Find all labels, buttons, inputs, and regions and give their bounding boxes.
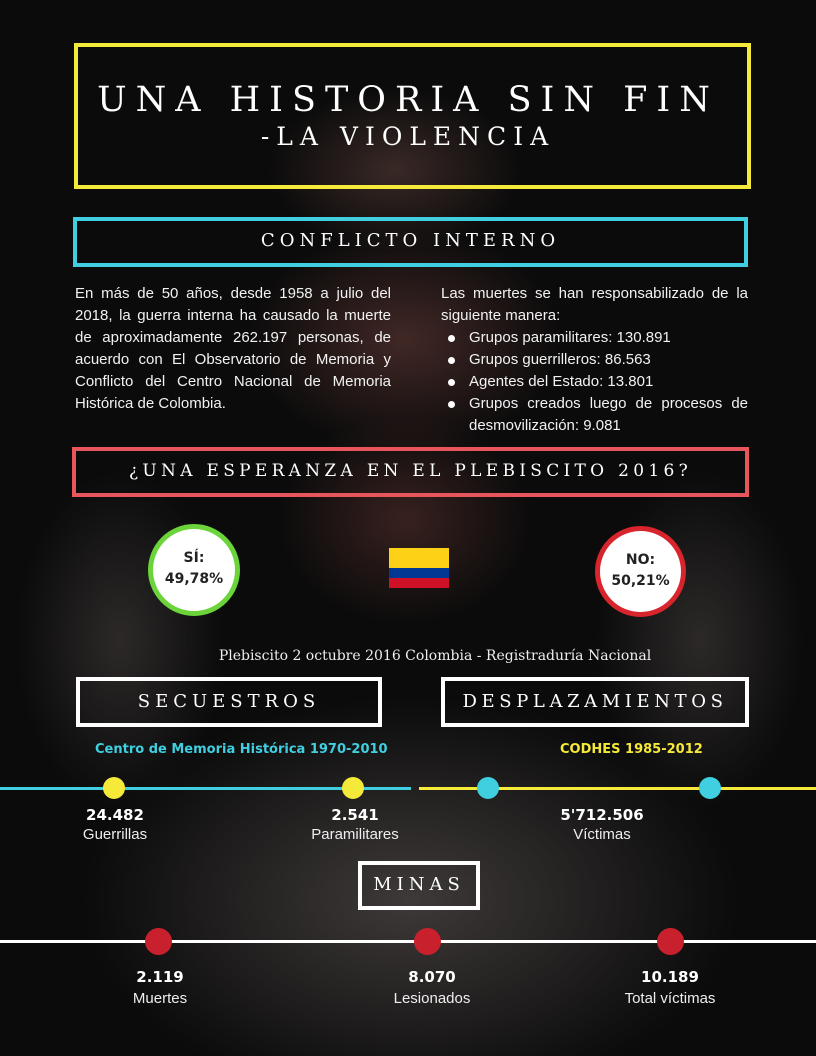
timeline-dot bbox=[342, 777, 364, 799]
list-item: Grupos paramilitares: 130.891 bbox=[469, 327, 748, 349]
conflicto-left-text: En más de 50 años, desde 1958 a julio del 2018, la guerra interna ha causado la muerte de aproximadamente 262.197 personas, de acuerdo con El Observatorio de Memoria y Conflicto del Centro Nacional de Memoria Histórica de Colombia. bbox=[75, 285, 391, 412]
minas-timeline bbox=[0, 940, 816, 943]
timeline-dot bbox=[699, 777, 721, 799]
no-value: 50,21% bbox=[611, 573, 670, 589]
conflicto-right-block bbox=[441, 283, 748, 437]
stat-value: 10.189 bbox=[641, 968, 699, 986]
si-circle bbox=[148, 524, 240, 616]
page-subtitle: -LA VIOLENCIA bbox=[260, 122, 556, 151]
stat-label: Guerrillas bbox=[82, 826, 148, 843]
si-value: 49,78% bbox=[164, 571, 224, 587]
timeline-dot bbox=[477, 777, 499, 799]
stat-label: Muertes bbox=[132, 990, 188, 1007]
plebiscito-heading: ¿UNA ESPERANZA EN EL PLEBISCITO 2016? bbox=[128, 461, 692, 481]
list-item: Grupos creados luego de procesos de desmovilización: 9.081 bbox=[469, 393, 748, 437]
stat-value: 2.119 bbox=[136, 968, 184, 986]
si-label: SÍ: bbox=[183, 550, 205, 566]
conflicto-right-intro: Las muertes se han responsabilizado de la siguiente manera: bbox=[441, 285, 748, 324]
list-item: Grupos guerrilleros: 86.563 bbox=[469, 349, 748, 371]
desplazamientos-heading: DESPLAZAMIENTOS bbox=[462, 691, 728, 712]
no-label: NO: bbox=[625, 552, 656, 568]
stat-label: Total víctimas bbox=[624, 990, 716, 1007]
timeline-dot bbox=[103, 777, 125, 799]
desplazamientos-source: CODHES 1985-2012 bbox=[560, 742, 703, 757]
conflicto-heading: CONFLICTO INTERNO bbox=[260, 230, 561, 251]
timeline-dot bbox=[414, 928, 441, 955]
stat-label: Lesionados bbox=[393, 990, 471, 1007]
list-item: Agentes del Estado: 13.801 bbox=[469, 371, 748, 393]
secuestros-heading: SECUESTROS bbox=[137, 691, 321, 712]
stat-value: 8.070 bbox=[408, 968, 456, 986]
stat-label: Paramilitares bbox=[311, 826, 399, 843]
stat-label: Víctimas bbox=[573, 826, 631, 843]
colombia-flag-icon bbox=[389, 548, 449, 588]
timeline-dot bbox=[145, 928, 172, 955]
page-title: UNA HISTORIA SIN FIN bbox=[97, 80, 719, 120]
stat-value: 5'712.506 bbox=[560, 806, 644, 824]
conflicto-list bbox=[441, 327, 748, 437]
timeline-dot bbox=[657, 928, 684, 955]
stat-value: 24.482 bbox=[86, 806, 144, 824]
stat-value: 2.541 bbox=[331, 806, 379, 824]
plebiscito-source: Plebiscito 2 octubre 2016 Colombia - Registraduría Nacional bbox=[218, 648, 652, 664]
secuestros-source: Centro de Memoria Histórica 1970-2010 bbox=[95, 742, 388, 757]
no-circle bbox=[595, 526, 686, 617]
minas-heading: MINAS bbox=[373, 874, 465, 895]
